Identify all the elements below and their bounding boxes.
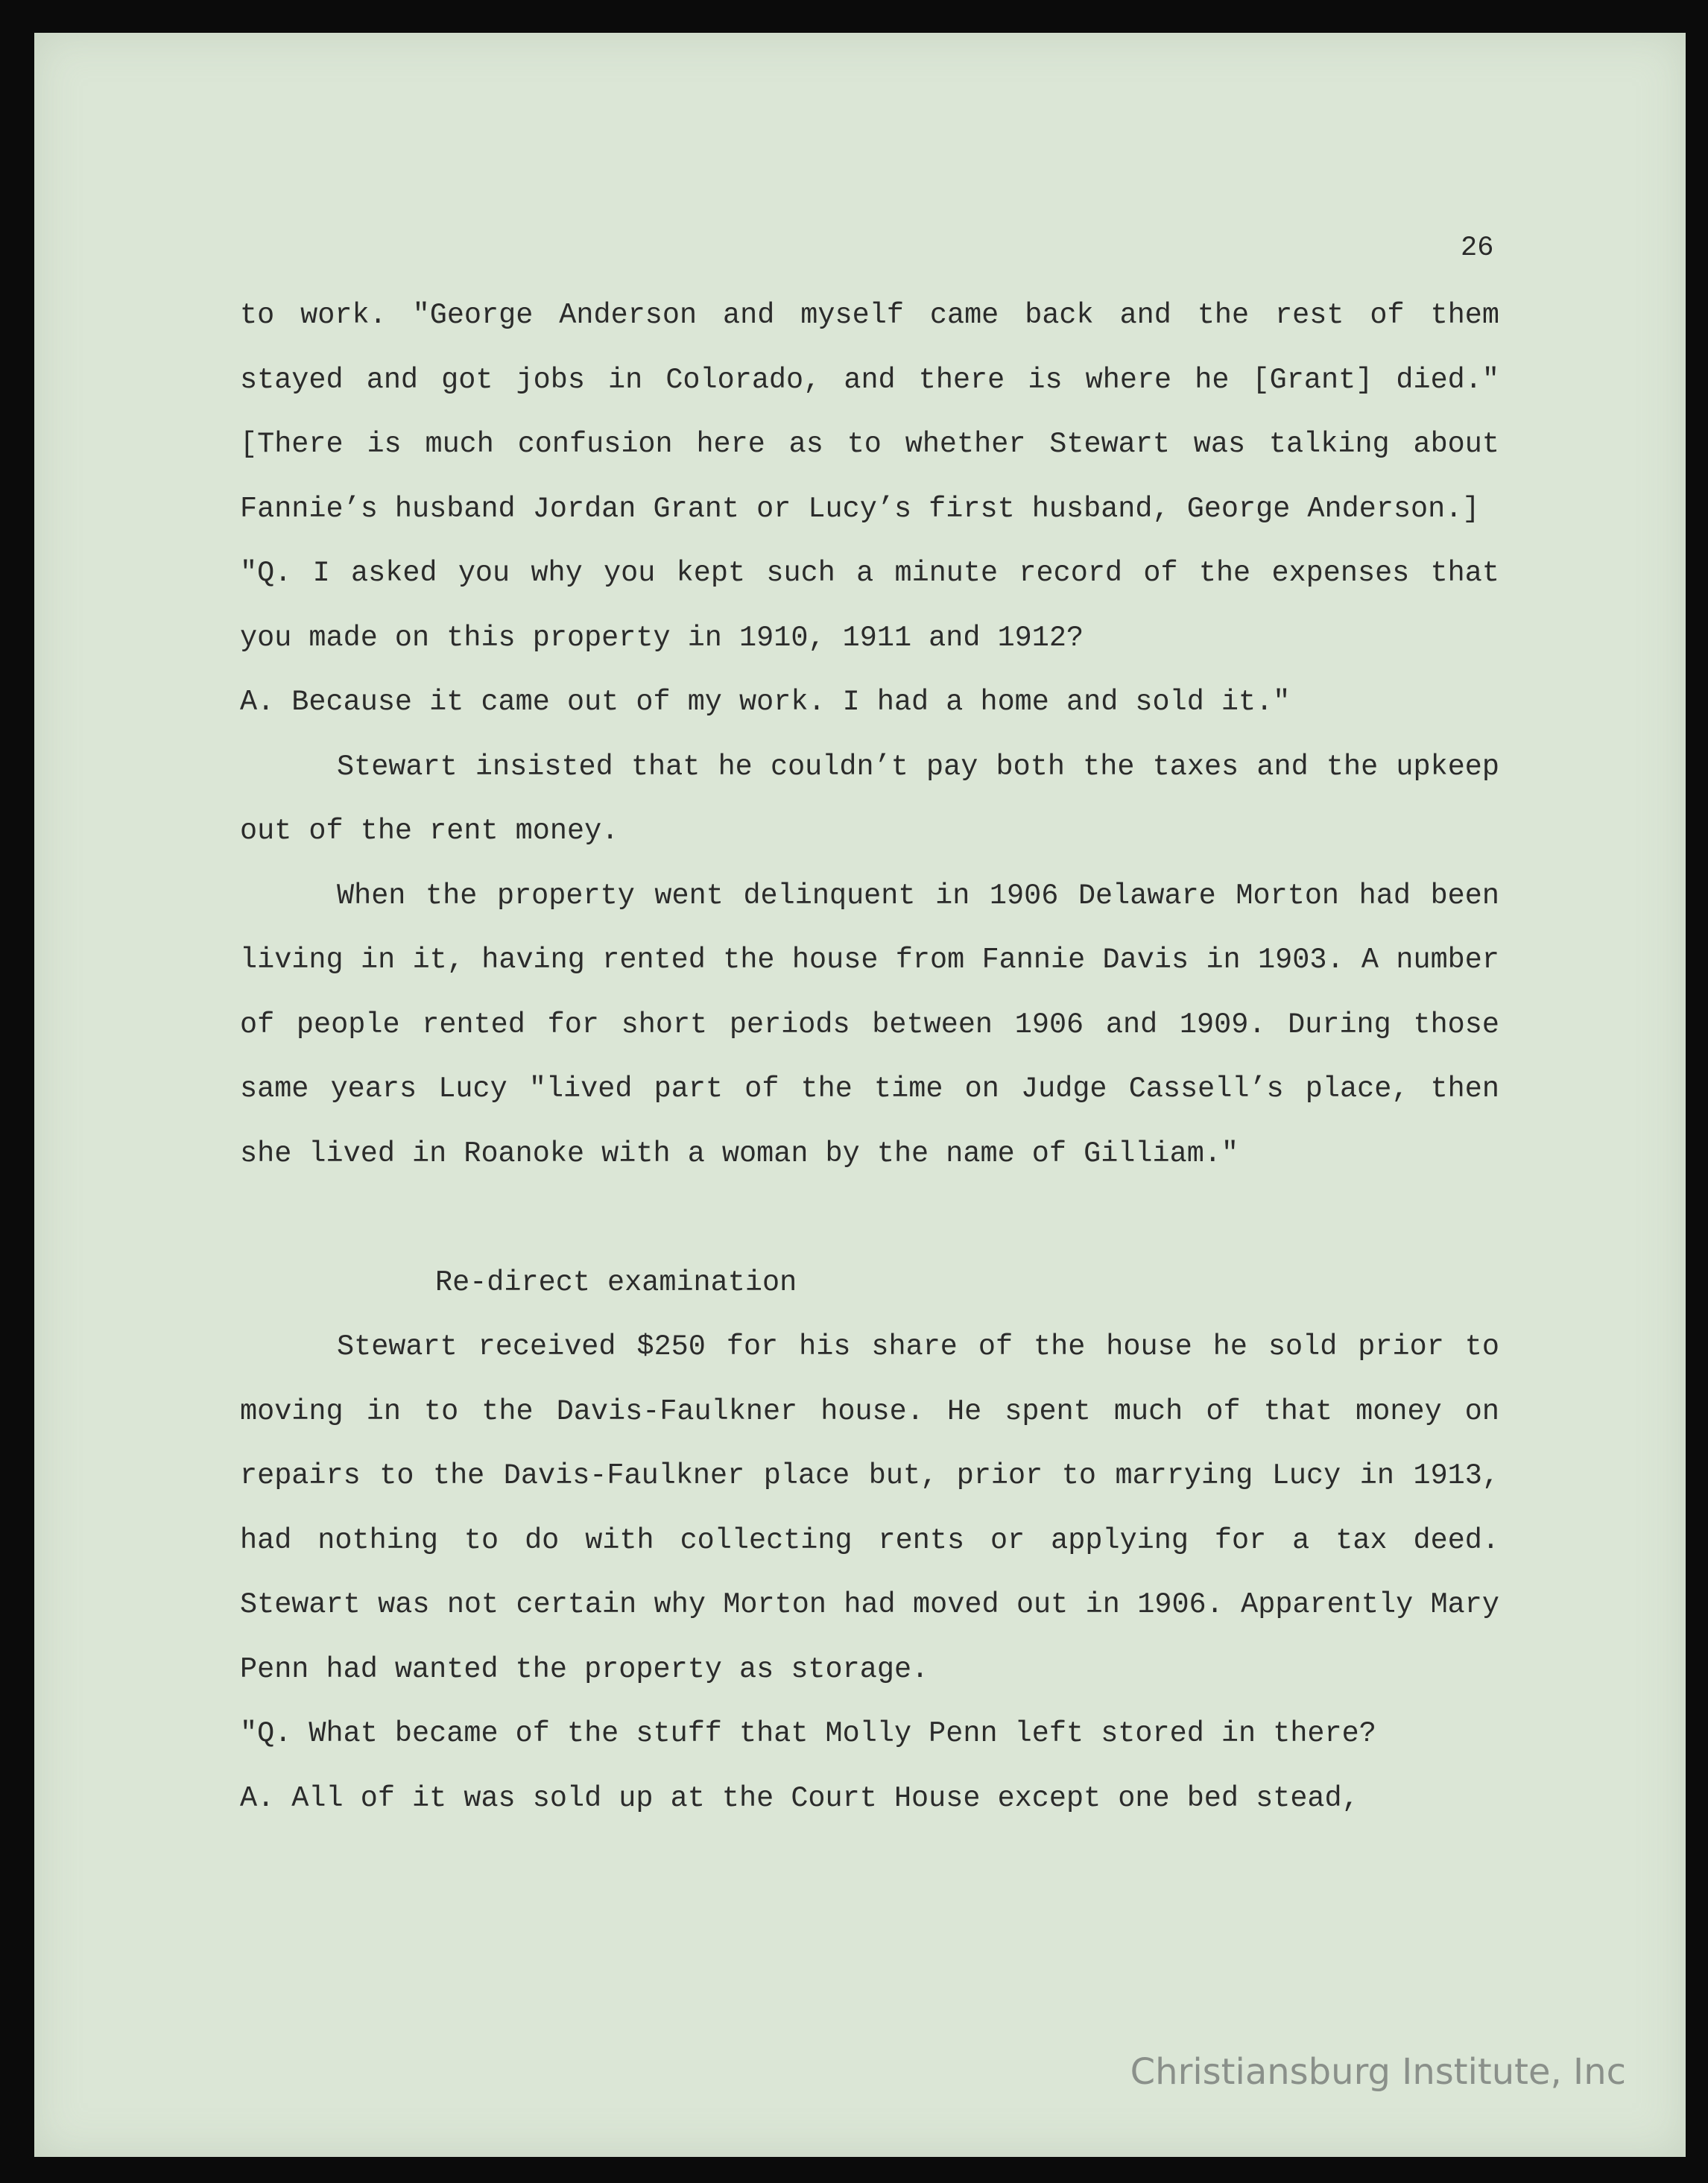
paragraph: Stewart received $250 for his share of the house he sold prior to moving in to the Davis-Faulkner house. He spent much of that money on repairs to the Davis-Faulkner place but, prior to marrying Lucy in 1913, had nothing to do with collecting rents or applying for a tax deed. Stewart was not certain why Morton had moved out in 1906. Apparently Mary Penn had wanted the property as storage.	[240, 1330, 1499, 1686]
paragraph: When the property went delinquent in 1906 Delaware Morton had been living in it, having rented the house from Fannie Davis in 1903. A number of people rented for short periods between 1906 and 1909. During those same years Lucy "lived part of the time on Judge Cassell’s place, then she lived in Roanoke with a woman by the name of Gilliam."	[240, 879, 1499, 1170]
page-number: 26	[1461, 233, 1494, 264]
paragraph-continuation: to work. "George Anderson and myself came back and the rest of them stayed and got jobs in Colorado, and there is where he [Grant] died." [There is much confusion here as to whether Stewart was talking about Fannie’s husband Jordan Grant or Lucy’s first husband, George Anderson.]	[240, 299, 1499, 525]
section-heading: Re-direct examination	[435, 1266, 797, 1299]
question-line: "Q. What became of the stuff that Molly Penn left stored in there?	[240, 1717, 1376, 1750]
blank-line	[240, 1186, 1499, 1251]
document-body	[240, 283, 1499, 1830]
question-line: "Q. I asked you why you kept such a minute record of the expenses that you made on this property in 1910, 1911 and 1912?	[240, 557, 1499, 654]
paragraph: Stewart insisted that he couldn’t pay both the taxes and the upkeep out of the rent money.	[240, 750, 1499, 847]
watermark: Christiansburg Institute, Inc	[1130, 2051, 1626, 2093]
answer-line: A. All of it was sold up at the Court House except one bed stead,	[240, 1781, 1359, 1815]
answer-line: A. Because it came out of my work. I had a home and sold it."	[240, 686, 1291, 718]
